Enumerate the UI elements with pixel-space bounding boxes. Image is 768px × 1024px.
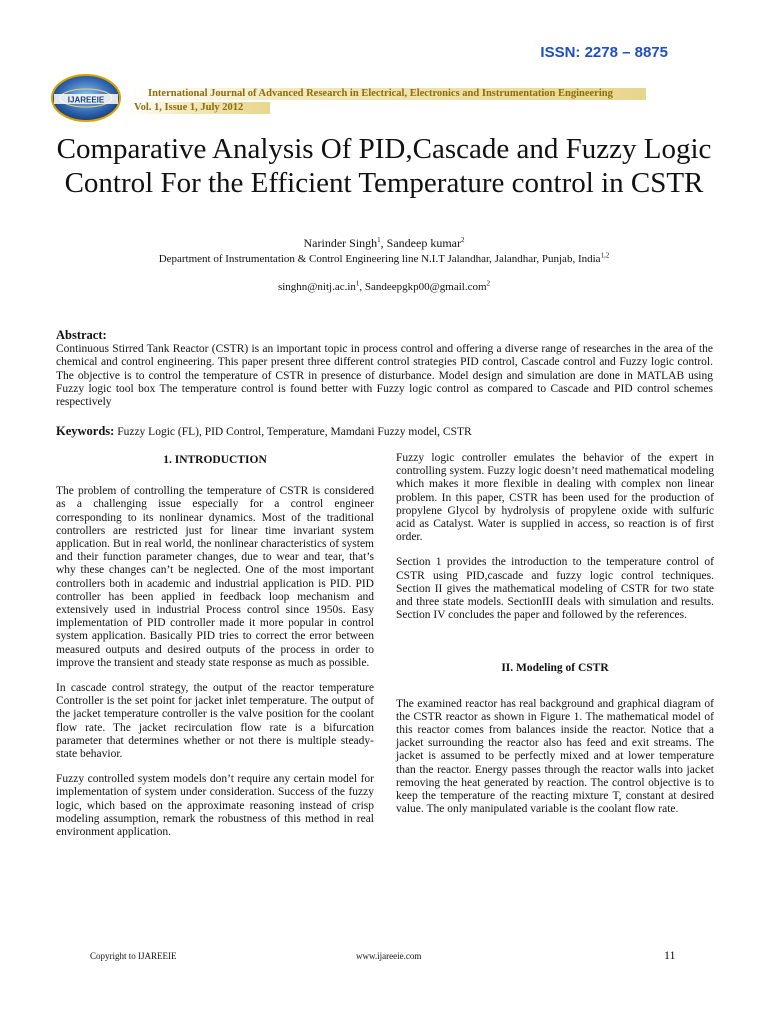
affiliation-line xyxy=(0,253,768,265)
paragraph: Fuzzy logic controller emulates the behavior of the expert in controlling system. Fuzzy logic doesn’t need mathematical modeling which makes it more flexible in dealing with complex non linear problem. In this paper, CSTR has been used for the production of propylene Glycol by hydrolysis of propylene oxide with sulfuric acid as Catalyst. Water is supplied in access, so reaction is of first order. xyxy=(396,452,714,544)
email-address: singhn@nitj.ac.in xyxy=(277,281,356,293)
emails-line xyxy=(0,281,768,293)
right-column xyxy=(396,452,714,828)
author-name: Narinder Singh xyxy=(303,236,378,250)
author-affiliation-mark: 2 xyxy=(460,236,465,244)
paper-title: Comparative Analysis Of PID,Cascade and Fuzzy Logic Control For the Efficient Temperature control in CSTR xyxy=(56,133,712,199)
author-affiliation-mark: 1 xyxy=(377,236,381,244)
paragraph: The examined reactor has real background and graphical diagram of the CSTR reactor as shown in Figure 1. The mathematical model of this reactor comes from balances inside the reactor. Notice that a jacket surrounding the reactor also has feed and exit streams. The jacket is assumed to be perfectly mixed and at lower temperature than the reactor. Energy passes through the reactor walls into jacket removing the heat generated by reaction. The control objective is to keep the temperature of the reacting mixture T, constant at desired value. The only manipulated variable is the coolant flow rate. xyxy=(396,697,714,816)
journal-logo-icon xyxy=(40,72,132,124)
authors-line xyxy=(0,236,768,251)
abstract-text: Continuous Stirred Tank Reactor (CSTR) is an important topic in process control and offering a diverse range of researches in the area of the chemical and control engineering. This paper present three different control strategies PID control, Cascade control and Fuzzy logic control. The objective is to control the temperature of CSTR in presence of disturbance. Model design and simulation are done in MATLAB using Fuzzy logic tool box The temperature control is found better with Fuzzy logic control as compared to Cascade and PID control schemes respectively xyxy=(56,343,713,409)
paragraph: Section 1 provides the introduction to the temperature control of CSTR using PID,cascade and fuzzy logic control techniques. Section II gives the mathematical modeling of CSTR for two state and three state models. SectionIII deals with simulation and results. Section IV concludes the paper and followed by the references. xyxy=(396,556,714,622)
keywords-label: Keywords: xyxy=(56,424,115,438)
paragraph: Fuzzy controlled system models don’t require any certain model for implementation of system under consideration. Success of the fuzzy logic, which based on the approximate reasoning instead of crisp modeling assumption, remark the robustness of this method in real environment application. xyxy=(56,773,374,839)
email-affiliation-mark: 2 xyxy=(486,279,491,288)
footer-copyright: Copyright to IJAREEIE xyxy=(90,951,177,961)
email-affiliation-mark: 1 xyxy=(355,279,360,288)
footer-website: www.ijareeie.com xyxy=(356,951,422,961)
department-affiliation-mark: 1,2 xyxy=(600,251,610,260)
abstract-heading: Abstract: xyxy=(56,328,107,342)
volume-info: Vol. 1, Issue 1, July 2012 xyxy=(134,102,244,113)
journal-name: International Journal of Advanced Research in Electrical, Electronics and Instrumentation Engineering xyxy=(148,88,613,99)
section-heading-modeling: II. Modeling of CSTR xyxy=(501,662,609,675)
author-separator: , xyxy=(380,236,387,250)
email-separator: , xyxy=(359,281,365,293)
author-name: Sandeep kumar xyxy=(386,236,461,250)
paragraph: The problem of controlling the temperature of CSTR is considered as a challenging issue especially for a control engineer corresponding to its nonlinear dynamics. Most of the traditional controllers are restricted just for linear time invariant system application. But in real world, the nonlinear characteristics of system and their function parameter changes, due to wear and tear, that’s why these changes can’t be neglected. One of the most important controllers both in academic and industrial application is PID. PID controller has been applied in feedback loop mechanism and extensively used in industrial Process control since 1950s. Easy implementation of PID controller made it more popular in control system application. Basically PID tries to correct the error between measured outputs and desired outputs of the process in order to improve the transient and steady state response as much as possible. xyxy=(56,485,374,669)
keywords-line xyxy=(56,424,713,439)
left-column xyxy=(56,452,374,851)
keywords-text: Fuzzy Logic (FL), PID Control, Temperature, Mamdani Fuzzy model, CSTR xyxy=(114,426,472,438)
email-address: Sandeepgkp00@gmail.com xyxy=(364,281,487,293)
issn-label: ISSN: 2278 – 8875 xyxy=(540,44,668,61)
page-number: 11 xyxy=(664,948,676,962)
logo-text: IJAREEIE xyxy=(67,95,105,105)
section-heading-introduction: 1. INTRODUCTION xyxy=(163,454,267,466)
paragraph: In cascade control strategy, the output of the reactor temperature Controller is the set point for jacket inlet temperature. The output of the jacket temperature controller is the valve position for the coolant flow rate. The jacket recirculation flow rate is a bifurcation parameter that determines whether or not there is multiple steady-state behavior. xyxy=(56,682,374,761)
department-text: Department of Instrumentation & Control Engineering line N.I.T Jalandhar, Jalandhar, Punjab, India xyxy=(158,253,601,265)
